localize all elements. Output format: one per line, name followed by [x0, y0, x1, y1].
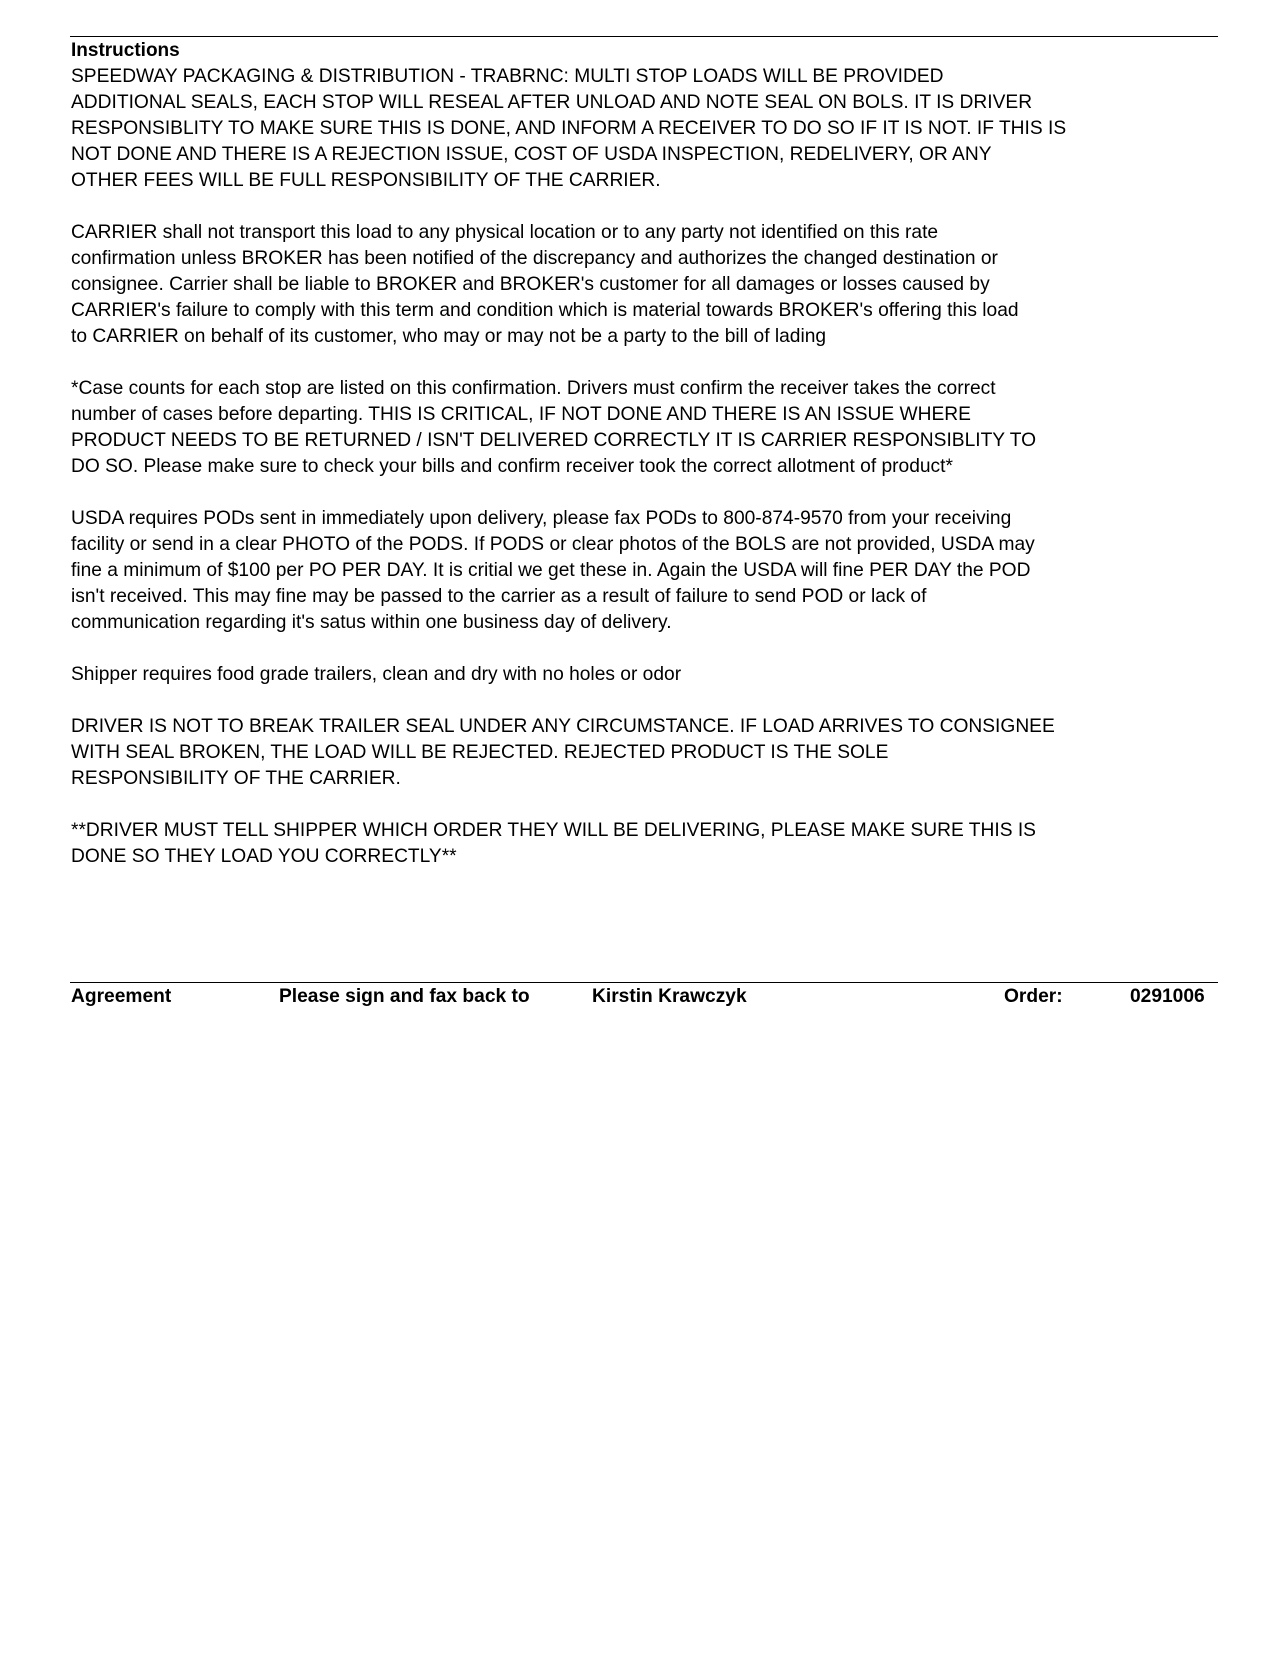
- text-line: DONE SO THEY LOAD YOU CORRECTLY**: [71, 846, 457, 867]
- paragraph-carrier-transport-terms: [71, 220, 1231, 350]
- text-line: OTHER FEES WILL BE FULL RESPONSIBILITY OF THE CARRIER.: [71, 170, 661, 191]
- text-line: WITH SEAL BROKEN, THE LOAD WILL BE REJECTED. REJECTED PRODUCT IS THE SOLE: [71, 742, 889, 763]
- text-line: consignee. Carrier shall be liable to BROKER and BROKER's customer for all damages or losses caused by: [71, 274, 990, 295]
- text-line: SPEEDWAY PACKAGING & DISTRIBUTION - TRABRNC: MULTI STOP LOADS WILL BE PROVIDED: [71, 66, 944, 87]
- text-line: *Case counts for each stop are listed on this confirmation. Drivers must confirm the receiver takes the correct: [71, 378, 996, 399]
- text-line: number of cases before departing. THIS IS CRITICAL, IF NOT DONE AND THERE IS AN ISSUE WHERE: [71, 404, 971, 425]
- text-line: DO SO. Please make sure to check your bills and confirm receiver took the correct allotment of product*: [71, 456, 953, 477]
- paragraph-multi-stop-seals: [71, 64, 1231, 194]
- text-line: NOT DONE AND THERE IS A REJECTION ISSUE, COST OF USDA INSPECTION, REDELIVERY, OR ANY: [71, 144, 992, 165]
- agreement-footer: [0, 984, 1283, 1010]
- bottom-divider: [70, 982, 1218, 983]
- text-line: USDA requires PODs sent in immediately upon delivery, please fax PODs to 800-874-9570 from your receiving: [71, 508, 1012, 529]
- text-line: communication regarding it's satus within one business day of delivery.: [71, 612, 672, 633]
- instructions-title: Instructions: [71, 40, 180, 61]
- paragraph-trailer-seal: [71, 714, 1231, 792]
- paragraph-driver-order-notice: [71, 818, 1231, 870]
- text-line: RESPONSIBILITY OF THE CARRIER.: [71, 768, 401, 789]
- agreement-label: Agreement: [71, 986, 172, 1007]
- top-divider: [70, 36, 1218, 37]
- paragraph-case-counts: [71, 376, 1231, 480]
- text-line: ADDITIONAL SEALS, EACH STOP WILL RESEAL AFTER UNLOAD AND NOTE SEAL ON BOLS. IT IS DRIVER: [71, 92, 1033, 113]
- text-line: fine a minimum of $100 per PO PER DAY. It is critial we get these in. Again the USDA will fine PER DAY the POD: [71, 560, 1031, 581]
- contact-name: Kirstin Krawczyk: [592, 986, 747, 1007]
- text-line: isn't received. This may fine may be passed to the carrier as a result of failure to send POD or lack of: [71, 586, 927, 607]
- paragraph-usda-pods: [71, 506, 1231, 636]
- order-label: Order:: [1004, 986, 1063, 1007]
- sign-instruction: Please sign and fax back to: [279, 986, 530, 1007]
- paragraph-food-grade-trailers: [71, 662, 1231, 688]
- order-number: 0291006: [1130, 986, 1205, 1007]
- instructions-body: [71, 64, 1231, 896]
- text-line: DRIVER IS NOT TO BREAK TRAILER SEAL UNDER ANY CIRCUMSTANCE. IF LOAD ARRIVES TO CONSIGNEE: [71, 716, 1055, 737]
- text-line: facility or send in a clear PHOTO of the PODS. If PODS or clear photos of the BOLS are not provided, USDA may: [71, 534, 1035, 555]
- text-line: CARRIER shall not transport this load to any physical location or to any party not identified on this rate: [71, 222, 939, 243]
- text-line: Shipper requires food grade trailers, clean and dry with no holes or odor: [71, 664, 682, 685]
- text-line: CARRIER's failure to comply with this term and condition which is material towards BROKER's offering this load: [71, 300, 1019, 321]
- text-line: PRODUCT NEEDS TO BE RETURNED / ISN'T DELIVERED CORRECTLY IT IS CARRIER RESPONSIBLITY TO: [71, 430, 1037, 451]
- text-line: RESPONSIBLITY TO MAKE SURE THIS IS DONE, AND INFORM A RECEIVER TO DO SO IF IT IS NOT. IF THIS IS: [71, 118, 1067, 139]
- text-line: confirmation unless BROKER has been notified of the discrepancy and authorizes the changed destination or: [71, 248, 998, 269]
- text-line: **DRIVER MUST TELL SHIPPER WHICH ORDER THEY WILL BE DELIVERING, PLEASE MAKE SURE THIS IS: [71, 820, 1036, 841]
- text-line: to CARRIER on behalf of its customer, who may or may not be a party to the bill of lading: [71, 326, 827, 347]
